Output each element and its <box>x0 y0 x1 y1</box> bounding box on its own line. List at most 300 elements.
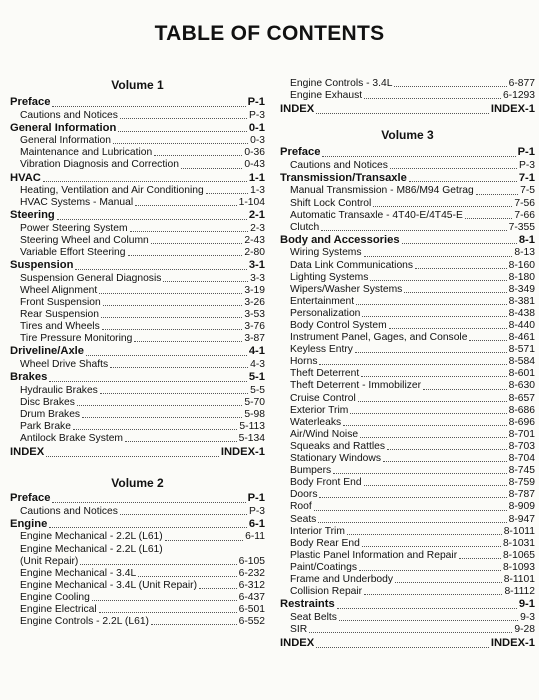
toc-entry-power-steering-system[interactable] <box>10 223 265 235</box>
toc-entry-squeaks-and-rattles[interactable] <box>280 441 535 453</box>
entry-page-number: 0-43 <box>244 159 265 171</box>
dot-leader <box>80 564 236 565</box>
toc-section-preface[interactable] <box>280 146 535 160</box>
toc-entry-heating-ventilation-and-air-conditioning[interactable] <box>10 185 265 197</box>
dot-leader <box>364 594 502 595</box>
entry-page-number: 8-438 <box>508 307 535 319</box>
toc-entry-rear-suspension[interactable] <box>10 309 265 321</box>
entry-page-number: 8-630 <box>508 380 535 392</box>
toc-entry-theft-deterrent-immobilizer[interactable] <box>280 380 535 392</box>
entry-page-number: 5-134 <box>238 433 265 445</box>
toc-entry-steering-wheel-and-column[interactable] <box>10 235 265 247</box>
entry-page-number: 0-36 <box>244 147 265 159</box>
dot-leader <box>360 437 507 438</box>
entry-title: Antilock Brake System <box>20 433 124 445</box>
entry-title: Wipers/Washer Systems <box>290 283 403 295</box>
toc-entry-park-brake[interactable] <box>10 421 265 433</box>
entry-page-number: 8-759 <box>508 477 535 489</box>
entry-title: Interior Trim <box>290 525 345 537</box>
toc-entry-waterleaks[interactable] <box>280 417 535 429</box>
entry-page-number: P-3 <box>248 505 265 517</box>
toc-entry-hvac-systems-manual[interactable] <box>10 197 265 209</box>
entry-page-number: 8-1093 <box>502 561 535 573</box>
toc-entry-front-suspension[interactable] <box>10 297 265 309</box>
entry-title: Waterleaks <box>290 416 342 428</box>
dot-leader <box>316 113 489 114</box>
toc-index-index[interactable] <box>280 636 535 651</box>
entry-page-number: 8-947 <box>508 513 535 525</box>
entry-page-number: 8-461 <box>508 332 535 344</box>
entry-title: Roof <box>290 501 312 513</box>
entry-title: Plastic Panel Information and Repair <box>290 549 458 561</box>
dot-leader <box>77 405 242 406</box>
entry-page-number: INDEX-1 <box>490 636 535 649</box>
toc-entry-keyless-entry[interactable] <box>280 344 535 356</box>
toc-entry-air-wind-noise[interactable] <box>280 429 535 441</box>
dot-leader <box>321 230 506 231</box>
toc-entry-tires-and-wheels[interactable] <box>10 321 265 333</box>
dot-leader <box>151 624 237 625</box>
entry-title: Suspension General Diagnosis <box>20 272 162 284</box>
dot-leader <box>99 612 237 613</box>
entry-title: Air/Wind Noise <box>290 428 359 440</box>
entry-title: Engine Mechanical - 3.4L (Unit Repair) <box>20 579 198 591</box>
dot-leader <box>394 86 506 87</box>
toc-entry-collision-repair[interactable] <box>280 586 535 598</box>
toc-entry-bumpers[interactable] <box>280 465 535 477</box>
dot-leader <box>92 600 237 601</box>
toc-entry-engine-controls-2-2l-l61[interactable] <box>10 616 265 628</box>
entry-page-number: 8-745 <box>508 465 535 477</box>
entry-page-number: 8-657 <box>508 392 535 404</box>
toc-entry-suspension-general-diagnosis[interactable] <box>10 273 265 285</box>
dot-leader <box>319 364 506 365</box>
entry-title: Clutch <box>290 221 320 233</box>
dot-leader <box>99 293 242 294</box>
toc-section-general-information[interactable] <box>10 122 265 136</box>
entry-title: Lighting Systems <box>290 271 369 283</box>
dot-leader <box>118 131 247 132</box>
dot-leader <box>364 98 501 99</box>
toc-section-driveline-axle[interactable] <box>10 345 265 359</box>
dot-leader <box>364 485 507 486</box>
toc-entry-body-front-end[interactable] <box>280 477 535 489</box>
toc-entry-instrument-panel-gages-and-console[interactable] <box>280 332 535 344</box>
toc-entry-engine-cooling[interactable] <box>10 592 265 604</box>
entry-title: Cautions and Notices <box>20 505 118 517</box>
entry-title: Body Front End <box>290 477 362 489</box>
entry-page-number: 8-13 <box>514 247 535 259</box>
dot-leader <box>469 340 506 341</box>
entry-page-number: P-1 <box>517 146 535 159</box>
entry-page-number: P-1 <box>247 492 265 505</box>
dot-leader <box>199 588 237 589</box>
dot-leader <box>165 540 243 541</box>
entry-page-number: 1-3 <box>250 185 265 197</box>
dot-leader <box>373 206 512 207</box>
entry-page-number: P-1 <box>247 96 265 108</box>
dot-leader <box>370 280 506 281</box>
volume-heading-volume-3: Volume 3 <box>381 128 434 143</box>
entry-title: Shift Lock Control <box>290 197 372 209</box>
dot-leader <box>318 522 506 523</box>
entry-title: Body and Accessories <box>280 233 400 246</box>
toc-entry-unit-repair[interactable] <box>10 556 265 568</box>
entry-title: Horns <box>290 356 318 368</box>
entry-title: Theft Deterrent - Immobilizer <box>290 380 422 392</box>
entry-title: Rear Suspension <box>20 309 99 321</box>
entry-title: INDEX <box>280 103 315 116</box>
entry-title: Maintenance and Lubrication <box>20 147 153 159</box>
entry-page-number: 8-349 <box>508 283 535 295</box>
entry-title: Exterior Trim <box>290 404 349 416</box>
entry-page-number: 7-56 <box>514 197 535 209</box>
entry-title: Data Link Communications <box>290 259 414 271</box>
entry-page-number: 8-1101 <box>503 573 535 585</box>
entry-title: Transmission/Transaxle <box>280 171 407 184</box>
entry-page-number: 3-1 <box>248 259 265 272</box>
left-column <box>10 76 265 628</box>
entry-page-number: 8-703 <box>508 440 535 452</box>
entry-title: Personalization <box>290 307 361 319</box>
dot-leader <box>163 281 248 282</box>
dot-leader <box>465 218 513 219</box>
entry-page-number: 2-3 <box>250 222 265 234</box>
dot-leader <box>49 527 247 528</box>
entry-title: Doors <box>290 489 318 501</box>
entry-title: Body Rear End <box>290 537 360 549</box>
dot-leader <box>476 194 518 195</box>
dot-leader <box>151 243 243 244</box>
toc-entry-seats[interactable] <box>280 514 535 526</box>
entry-title: Hydraulic Brakes <box>20 384 98 396</box>
dot-leader <box>350 413 506 414</box>
entry-page-number: 0-1 <box>248 121 265 134</box>
entry-page-number: 8-180 <box>508 271 535 283</box>
dot-leader <box>103 305 243 306</box>
dot-leader <box>319 497 506 498</box>
toc-entry-manual-transmission-m86-m94-getrag[interactable] <box>280 185 535 197</box>
entry-title: Steering Wheel and Column <box>20 235 149 247</box>
toc-section-preface[interactable] <box>10 492 265 506</box>
entry-title: (Unit Repair) <box>20 555 79 567</box>
entry-title: Entertainment <box>290 295 355 307</box>
entry-page-number: 6-552 <box>238 616 265 628</box>
entry-page-number: 8-381 <box>508 295 535 307</box>
dot-leader <box>120 118 247 119</box>
entry-page-number: 3-76 <box>244 321 265 333</box>
dot-leader <box>120 514 247 515</box>
toc-entry-maintenance-and-lubrication[interactable] <box>10 147 265 159</box>
entry-page-number: 8-601 <box>508 368 535 380</box>
entry-title: Preface <box>10 96 51 108</box>
toc-entry-frame-and-underbody[interactable] <box>280 574 535 586</box>
toc-entry-wipers-washer-systems[interactable] <box>280 284 535 296</box>
entry-title: Park Brake <box>20 420 71 432</box>
dot-leader <box>57 219 247 220</box>
entry-title: Preface <box>10 492 51 505</box>
dot-leader <box>383 461 507 462</box>
dot-leader <box>402 243 517 244</box>
entry-page-number: 5-5 <box>250 384 265 396</box>
dot-leader <box>347 534 502 535</box>
dot-leader <box>415 268 507 269</box>
dot-leader <box>361 376 506 377</box>
dot-leader <box>390 168 517 169</box>
toc-section-body-and-accessories[interactable] <box>280 234 535 248</box>
toc-entry-clutch[interactable] <box>280 222 535 234</box>
toc-entry-drum-brakes[interactable] <box>10 409 265 421</box>
entry-title: Heating, Ventilation and Air Conditioning <box>20 185 204 197</box>
volume-heading-volume-1: Volume 1 <box>111 78 164 92</box>
entry-page-number: 2-1 <box>248 209 265 222</box>
dot-leader <box>138 576 236 577</box>
dot-leader <box>86 355 247 356</box>
dot-leader <box>128 255 243 256</box>
toc-section-transmission-transaxle[interactable] <box>280 172 535 186</box>
entry-title: Instrument Panel, Gages, and Console <box>290 332 468 344</box>
entry-title: Driveline/Axle <box>10 345 84 358</box>
entry-page-number: 8-1112 <box>504 586 535 598</box>
dot-leader <box>135 205 237 206</box>
entry-page-number: 8-571 <box>508 344 535 356</box>
entry-title: Tires and Wheels <box>20 321 100 333</box>
toc-section-restraints[interactable] <box>280 598 535 612</box>
toc-entry-doors[interactable] <box>280 489 535 501</box>
toc-entry-antilock-brake-system[interactable] <box>10 433 265 445</box>
toc-entry-engine-mechanical-3-4l[interactable] <box>10 568 265 580</box>
entry-page-number: 8-584 <box>508 356 535 368</box>
dot-leader <box>316 647 489 648</box>
entry-page-number: 2-80 <box>244 247 265 259</box>
toc-entry-disc-brakes[interactable] <box>10 397 265 409</box>
toc-entry-plastic-panel-information-and-repair[interactable] <box>280 550 535 562</box>
entry-page-number: 8-440 <box>508 320 535 331</box>
dot-leader <box>52 502 245 503</box>
toc-entry-roof[interactable] <box>280 501 535 513</box>
toc-section-brakes[interactable] <box>10 371 265 385</box>
spacer <box>10 460 265 474</box>
toc-entry-automatic-transaxle-4t40-e-4t45-e[interactable] <box>280 210 535 222</box>
entry-page-number: 6-1293 <box>502 90 535 102</box>
entry-page-number: 2-43 <box>244 235 265 247</box>
toc-entry-seat-belts[interactable] <box>280 612 535 624</box>
entry-page-number: 6-501 <box>238 603 265 615</box>
toc-entry-stationary-windows[interactable] <box>280 453 535 465</box>
dot-leader <box>359 570 501 571</box>
entry-title: Engine Electrical <box>20 603 97 615</box>
entry-page-number: 6-437 <box>238 591 265 603</box>
entry-title: Drum Brakes <box>20 408 81 420</box>
entry-page-number: 3-53 <box>244 309 265 321</box>
toc-entry-wiring-systems[interactable] <box>280 247 535 259</box>
dot-leader <box>100 393 248 394</box>
entry-page-number: 5-1 <box>248 371 265 384</box>
entry-page-number: 4-1 <box>248 345 265 358</box>
entry-page-number: 5-70 <box>244 396 265 408</box>
spacer <box>280 117 535 126</box>
entry-title: Cautions and Notices <box>20 109 118 121</box>
entry-page-number: INDEX-1 <box>220 446 265 459</box>
entry-title: Paint/Coatings <box>290 561 357 573</box>
toc-entry-engine-exhaust[interactable] <box>280 90 535 102</box>
dot-leader <box>309 632 512 633</box>
entry-title: Frame and Underbody <box>290 573 394 585</box>
entry-title: General Information <box>20 135 112 147</box>
entry-page-number: 3-19 <box>244 284 265 296</box>
entry-page-number: 1-1 <box>248 171 265 184</box>
dot-leader <box>101 317 242 318</box>
dot-leader <box>49 381 247 382</box>
dot-leader <box>423 389 507 390</box>
dot-leader <box>52 106 245 107</box>
toc-entry-lighting-systems[interactable] <box>280 272 535 284</box>
entry-page-number: 5-113 <box>239 420 265 432</box>
dot-leader <box>356 304 507 305</box>
toc-entry-vibration-diagnosis-and-correction[interactable] <box>10 159 265 171</box>
entry-page-number: 4-3 <box>250 358 265 370</box>
entry-title: Engine Mechanical - 3.4L <box>20 567 137 579</box>
toc-entry-engine-electrical[interactable] <box>10 604 265 616</box>
entry-page-number: 8-1065 <box>502 549 535 561</box>
toc-entry-interior-trim[interactable] <box>280 526 535 538</box>
dot-leader <box>343 425 507 426</box>
toc-entry-horns[interactable] <box>280 356 535 368</box>
toc-entry-entertainment[interactable] <box>280 296 535 308</box>
entry-page-number: 6-105 <box>238 555 265 567</box>
dot-leader <box>333 473 506 474</box>
entry-page-number: 8-909 <box>508 501 535 513</box>
entry-title: Seat Belts <box>290 611 337 623</box>
toc-entry-engine-mechanical-3-4l-unit-repair[interactable] <box>10 580 265 592</box>
toc-section-preface[interactable] <box>10 96 265 110</box>
dot-leader <box>43 181 247 182</box>
entry-page-number: 8-787 <box>508 489 535 501</box>
toc-entry-shift-lock-control[interactable] <box>280 198 535 210</box>
entry-title: Theft Deterrent <box>290 368 360 380</box>
entry-page-number: P-3 <box>248 109 265 121</box>
entry-page-number: 8-1011 <box>503 525 535 537</box>
dot-leader <box>409 181 517 182</box>
dot-leader <box>73 429 237 430</box>
entry-title: Engine Controls - 3.4L <box>290 78 393 89</box>
entry-title: Variable Effort Steering <box>20 247 126 259</box>
dot-leader <box>134 341 242 342</box>
entry-page-number: 8-1 <box>518 233 535 246</box>
toc-entry-wheel-alignment[interactable] <box>10 285 265 297</box>
toc-entry-paint-coatings[interactable] <box>280 562 535 574</box>
entry-title: Preface <box>280 146 321 159</box>
toc-entry-engine-mechanical-2-2l-l61[interactable] <box>10 544 265 556</box>
entry-title: Collision Repair <box>290 586 363 598</box>
entry-title: Engine Exhaust <box>290 90 363 102</box>
dot-leader <box>130 231 249 232</box>
dot-leader <box>206 193 248 194</box>
toc-entry-body-rear-end[interactable] <box>280 538 535 550</box>
toc-section-steering[interactable] <box>10 209 265 223</box>
dot-leader <box>358 401 507 402</box>
entry-page-number: 8-696 <box>508 416 535 428</box>
toc-entry-engine-mechanical-2-2l-l61[interactable] <box>10 531 265 543</box>
dot-leader <box>459 558 501 559</box>
toc-entry-cautions-and-notices[interactable] <box>10 110 265 122</box>
toc-entry-tire-pressure-monitoring[interactable] <box>10 333 265 345</box>
dot-leader <box>181 168 242 169</box>
dot-leader <box>102 329 243 330</box>
entry-title: Wheel Alignment <box>20 284 98 296</box>
toc-entry-cautions-and-notices[interactable] <box>10 506 265 518</box>
entry-title: General Information <box>10 121 117 134</box>
volume-heading-volume-2: Volume 2 <box>111 476 164 491</box>
dot-leader <box>362 316 506 317</box>
entry-page-number: 6-232 <box>238 567 265 579</box>
toc-entry-body-control-system[interactable] <box>280 320 535 332</box>
dot-leader <box>46 456 219 457</box>
toc-entry-sir[interactable] <box>280 624 535 636</box>
entry-page-number: 3-26 <box>244 297 265 308</box>
dot-leader <box>314 510 507 511</box>
entry-title: Front Suspension <box>20 297 101 308</box>
entry-title: Suspension <box>10 259 74 272</box>
entry-title: Keyless Entry <box>290 344 353 356</box>
toc-section-suspension[interactable] <box>10 259 265 273</box>
entry-page-number: 8-1031 <box>502 537 535 549</box>
entry-page-number: 7-1 <box>518 171 535 184</box>
entry-title: Engine Mechanical - 2.2L (L61) <box>20 531 163 543</box>
toc-index-index[interactable] <box>10 445 265 460</box>
toc-entry-cruise-control[interactable] <box>280 393 535 405</box>
toc-index-index[interactable] <box>280 102 535 117</box>
entry-title: INDEX <box>280 636 315 649</box>
toc-entry-personalization[interactable] <box>280 308 535 320</box>
entry-title: INDEX <box>10 446 45 459</box>
entry-title: SIR <box>290 623 308 635</box>
entry-title: Wiring Systems <box>290 247 362 259</box>
dot-leader <box>395 582 502 583</box>
dot-leader <box>389 328 507 329</box>
dot-leader <box>75 269 246 270</box>
entry-page-number: 1-104 <box>238 197 265 209</box>
toc-section-hvac[interactable] <box>10 172 265 186</box>
toc-entry-hydraulic-brakes[interactable] <box>10 385 265 397</box>
toc-entry-data-link-communications[interactable] <box>280 260 535 272</box>
dot-leader <box>82 417 242 418</box>
entry-title: Automatic Transaxle - 4T40-E/4T45-E <box>290 209 463 221</box>
entry-title: Squeaks and Rattles <box>290 440 386 452</box>
entry-title: Cruise Control <box>290 392 356 404</box>
entry-page-number: 7-355 <box>508 221 535 233</box>
entry-title: HVAC <box>10 171 41 184</box>
toc-entry-exterior-trim[interactable] <box>280 405 535 417</box>
page-title: TABLE OF CONTENTS <box>154 22 385 45</box>
toc-entry-cautions-and-notices[interactable] <box>280 160 535 172</box>
entry-page-number: 5-98 <box>244 408 265 420</box>
entry-title: Body Control System <box>290 320 387 331</box>
dot-leader <box>355 352 507 353</box>
toc-entry-variable-effort-steering[interactable] <box>10 247 265 259</box>
entry-title: HVAC Systems - Manual <box>20 197 134 209</box>
entry-title: Wheel Drive Shafts <box>20 358 109 370</box>
entry-title: Engine Cooling <box>20 591 90 603</box>
entry-page-number: 6-877 <box>508 78 535 89</box>
entry-page-number: 3-87 <box>244 333 265 345</box>
toc-section-engine[interactable] <box>10 518 265 532</box>
toc-entry-engine-controls-3-4l[interactable] <box>280 78 535 90</box>
toc-entry-wheel-drive-shafts[interactable] <box>10 359 265 371</box>
toc-entry-general-information[interactable] <box>10 135 265 147</box>
toc-entry-theft-deterrent[interactable] <box>280 368 535 380</box>
dot-leader <box>113 143 248 144</box>
